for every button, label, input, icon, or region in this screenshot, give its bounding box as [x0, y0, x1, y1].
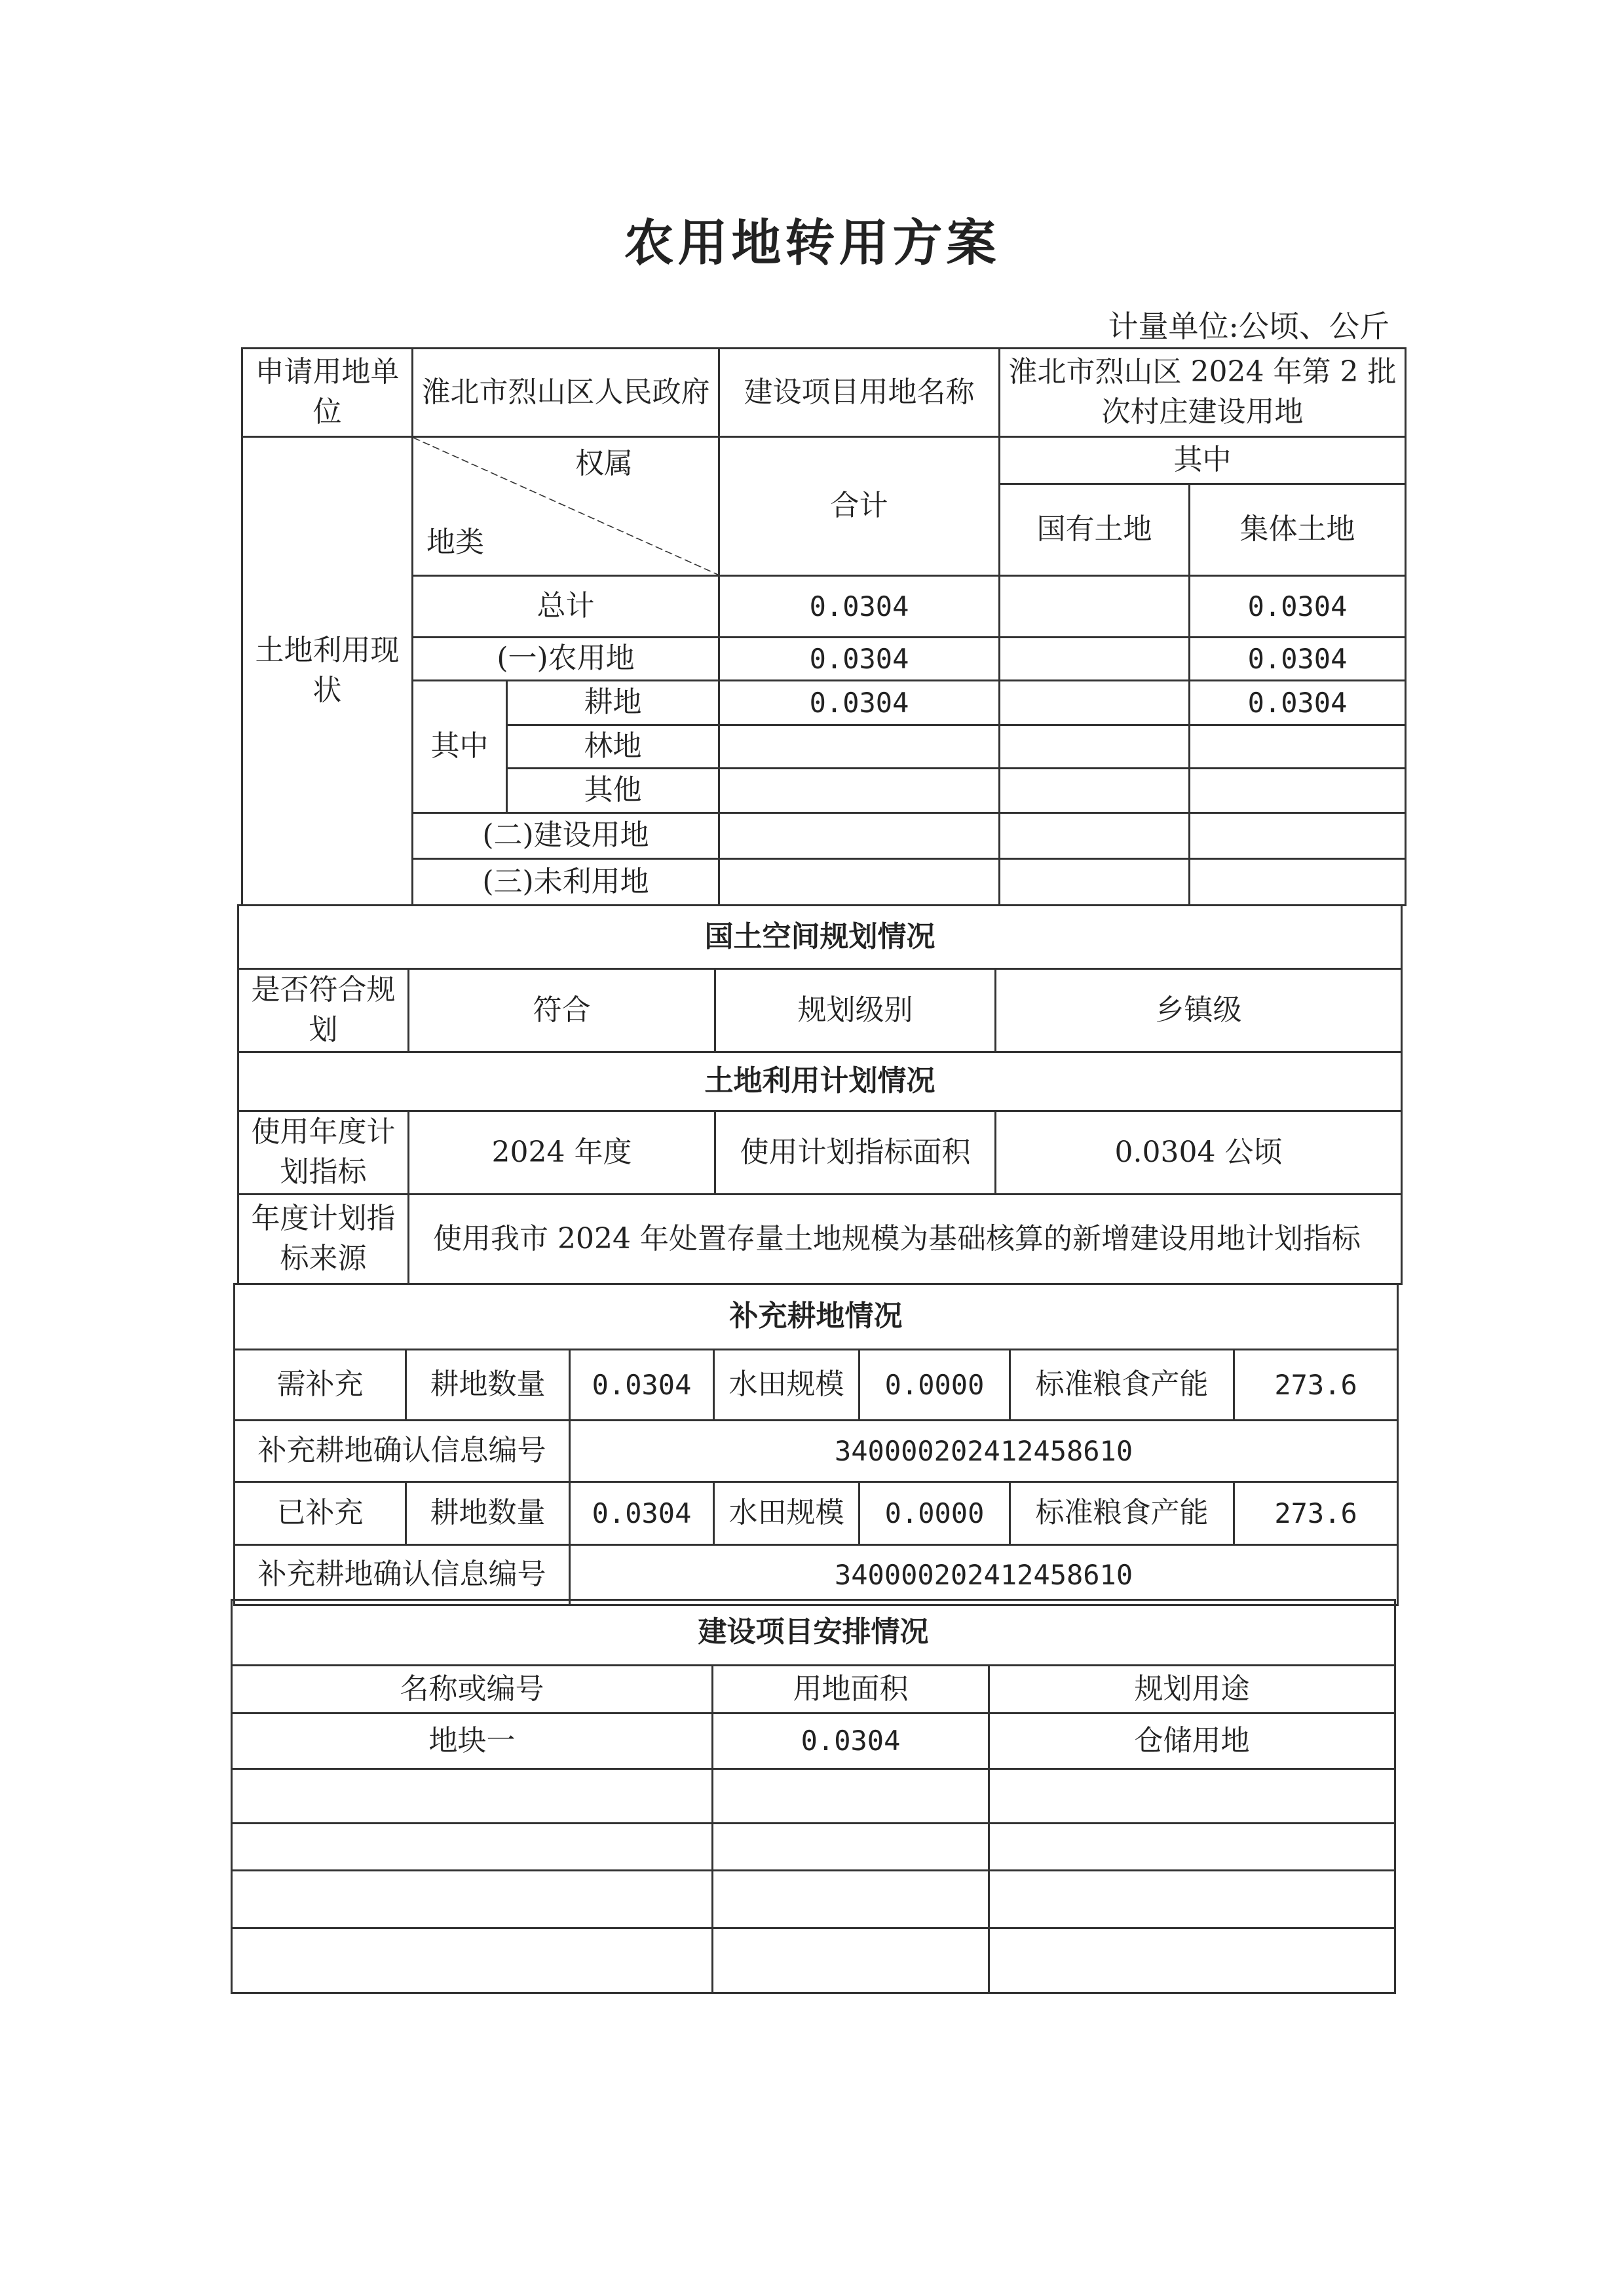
table-row-use — [989, 1824, 1395, 1871]
grain-capacity-label: 标准粮食产能 — [1010, 1350, 1234, 1421]
row-label: (二)建设用地 — [413, 813, 719, 859]
row-state — [1000, 813, 1190, 859]
row-total — [719, 725, 1000, 769]
land-status-table — [241, 347, 1407, 906]
paddy-scale-value: 0.0000 — [859, 1482, 1010, 1545]
grain-capacity-label: 标准粮食产能 — [1010, 1482, 1234, 1545]
arable-quantity-label: 耕地数量 — [406, 1482, 570, 1545]
plan-level-value: 乡镇级 — [996, 969, 1402, 1052]
ownership-label: 权属 — [575, 447, 633, 480]
row-collective: 0.0304 — [1190, 638, 1406, 681]
unit-label: 计量单位:公顷、公斤 — [1108, 309, 1389, 344]
compliance-label: 是否符合规划 — [238, 969, 409, 1052]
confirm-number-label: 补充耕地确认信息编号 — [235, 1421, 570, 1482]
row-collective — [1190, 769, 1406, 813]
paddy-scale-value: 0.0000 — [859, 1350, 1010, 1421]
state-land-header: 国有土地 — [1000, 484, 1190, 576]
grain-capacity-value: 273.6 — [1234, 1482, 1398, 1545]
paddy-scale-label: 水田规模 — [714, 1350, 859, 1421]
grain-capacity-value: 273.6 — [1234, 1350, 1398, 1421]
land-use-plan-section: 土地利用计划情况 — [238, 1052, 1402, 1111]
row-total: 0.0304 — [719, 681, 1000, 725]
row-label: 其他 — [507, 769, 719, 813]
table-row-name — [232, 1769, 713, 1824]
plan-level-label: 规划级别 — [715, 969, 996, 1052]
collective-land-header: 集体土地 — [1190, 484, 1406, 576]
row-state — [1000, 725, 1190, 769]
table-row-use: 仓储用地 — [989, 1713, 1395, 1769]
indicator-source-value: 使用我市 2024 年处置存量土地规模为基础核算的新增建设用地计划指标 — [409, 1195, 1402, 1284]
table-row-name — [232, 1871, 713, 1928]
indicator-area-label: 使用计划指标面积 — [715, 1111, 996, 1195]
table-row-name: 地块一 — [232, 1713, 713, 1769]
row-label: 总计 — [413, 576, 719, 638]
row-total — [719, 859, 1000, 906]
table-row-area — [713, 1871, 989, 1928]
table-row-name — [232, 1928, 713, 1993]
compliance-value: 符合 — [409, 969, 715, 1052]
row-collective: 0.0304 — [1190, 576, 1406, 638]
confirm-number-value: 340000202412458610 — [570, 1545, 1398, 1605]
row-state — [1000, 638, 1190, 681]
row-state — [1000, 859, 1190, 906]
of-which-label: 其中 — [413, 681, 507, 813]
plan-table — [237, 904, 1403, 1285]
completed-label: 已补充 — [235, 1482, 406, 1545]
arable-quantity-label: 耕地数量 — [406, 1350, 570, 1421]
spatial-plan-section: 国土空间规划情况 — [238, 906, 1402, 969]
table-row-area: 0.0304 — [713, 1713, 989, 1769]
table-row-area — [713, 1769, 989, 1824]
diagonal-header-cell — [413, 437, 719, 576]
row-collective — [1190, 813, 1406, 859]
arable-quantity-value: 0.0304 — [570, 1350, 714, 1421]
row-total: 0.0304 — [719, 576, 1000, 638]
supplement-section: 补充耕地情况 — [235, 1284, 1398, 1350]
confirm-number-label: 补充耕地确认信息编号 — [235, 1545, 570, 1605]
project-name-value: 淮北市烈山区 2024 年第 2 批次村庄建设用地 — [1000, 349, 1406, 437]
row-state — [1000, 576, 1190, 638]
row-state — [1000, 681, 1190, 725]
annual-indicator-label: 使用年度计划指标 — [238, 1111, 409, 1195]
table-row-area — [713, 1824, 989, 1871]
annual-indicator-value: 2024 年度 — [409, 1111, 715, 1195]
required-label: 需补充 — [235, 1350, 406, 1421]
arable-quantity-value: 0.0304 — [570, 1482, 714, 1545]
project-name-label: 建设项目用地名称 — [719, 349, 1000, 437]
col-name-header: 名称或编号 — [232, 1666, 713, 1713]
row-total: 0.0304 — [719, 638, 1000, 681]
table-row-area — [713, 1928, 989, 1993]
applicant-label: 申请用地单位 — [242, 349, 413, 437]
land-status-label: 土地利用现状 — [242, 437, 413, 906]
row-label: 林地 — [507, 725, 719, 769]
row-label: (三)未利用地 — [413, 859, 719, 906]
row-total — [719, 813, 1000, 859]
row-collective — [1190, 725, 1406, 769]
row-collective — [1190, 859, 1406, 906]
table-row-use — [989, 1928, 1395, 1993]
row-collective: 0.0304 — [1190, 681, 1406, 725]
row-state — [1000, 769, 1190, 813]
confirm-number-value: 340000202412458610 — [570, 1421, 1398, 1482]
total-header: 合计 — [719, 437, 1000, 576]
indicator-area-value: 0.0304 公顷 — [996, 1111, 1402, 1195]
of-which-header: 其中 — [1000, 437, 1406, 484]
project-arrangement-section: 建设项目安排情况 — [232, 1600, 1395, 1666]
row-total — [719, 769, 1000, 813]
document-title: 农用地转用方案 — [624, 214, 1000, 272]
row-label: 耕地 — [507, 681, 719, 725]
indicator-source-label: 年度计划指标来源 — [238, 1195, 409, 1284]
applicant-value: 淮北市烈山区人民政府 — [413, 349, 719, 437]
paddy-scale-label: 水田规模 — [714, 1482, 859, 1545]
supplement-table — [233, 1283, 1399, 1606]
col-area-header: 用地面积 — [713, 1666, 989, 1713]
land-type-label: 地类 — [426, 526, 484, 560]
table-row-name — [232, 1824, 713, 1871]
table-row-use — [989, 1871, 1395, 1928]
row-label: (一)农用地 — [413, 638, 719, 681]
project-arrangement-table — [231, 1599, 1396, 1994]
table-row-use — [989, 1769, 1395, 1824]
col-use-header: 规划用途 — [989, 1666, 1395, 1713]
